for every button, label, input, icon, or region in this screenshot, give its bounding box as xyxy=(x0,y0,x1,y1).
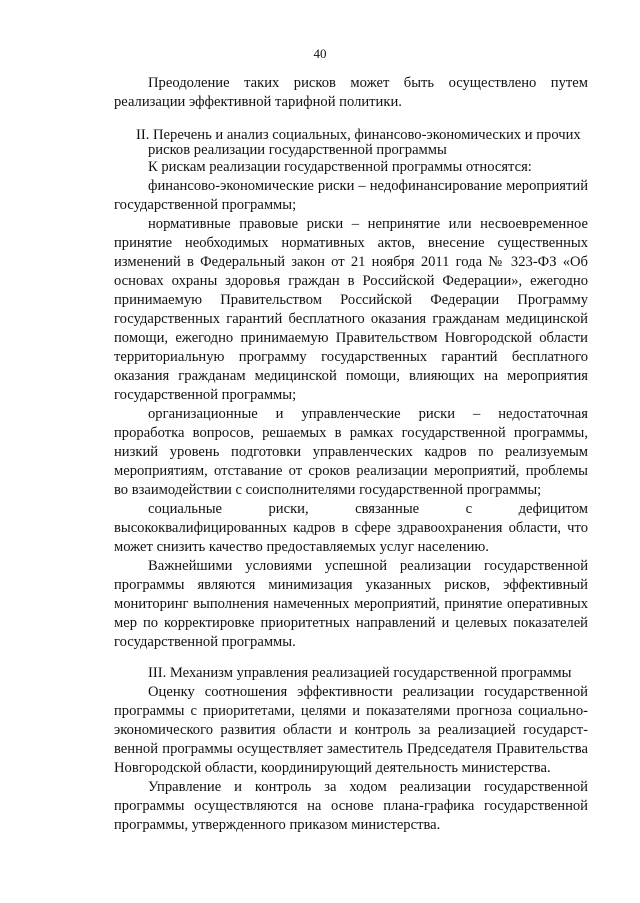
section-2-heading-line2: рисков реализации государственной программы xyxy=(148,142,447,158)
paragraph-risks-intro: К рискам реализации государственной программы относятся: xyxy=(148,159,532,175)
page-content xyxy=(114,74,588,835)
section-2-heading xyxy=(114,128,588,158)
spacer xyxy=(114,652,588,664)
paragraph-social-risks: социальные риски, связанные с дефицитом высококвалифицированных кадров в сфере здравоохранения области, что может снизить качество предоставляемых услуг населению. xyxy=(114,501,588,555)
paragraph-success-conditions: Важнейшими условиями успешной реализации государственной программы являются минимизация указанных рисков, эффективный мониторинг выполнения намеченных мероприятий, принятие оперативных мер по корректировке приоритетных направлений и целевых показателей государственной программы. xyxy=(114,558,588,650)
paragraph-management-control: Управление и контроль за ходом реализации государственной программы осуществляются на основе плана-графика государственной программы, утвержденного приказом министерства. xyxy=(114,779,588,833)
paragraph-financial-risks: финансово-экономические риски – недофинансирование мероприятий государственной программы; xyxy=(114,178,588,213)
paragraph-legal-risks: нормативные правовые риски – непринятие или несвоевременное принятие необходимых нормативных актов, внесение существенных изменений в Федеральный закон от 21 ноября 2011 года № 323-ФЗ «Об основах охраны здоровья граждан в Российской Федерации», ежегодно принимаемую Правительством Российской Федерации Программу государственных гарантий бесплатного оказания гражданам медицинской помощи, ежегодно принимаемую Правительством Новгородской области территориальную программу государственных гарантий бесплатного оказания гражданам медицинской помощи, влияющих на мероприятия государственной программы; xyxy=(114,216,588,403)
page-number: 40 xyxy=(313,46,327,61)
spacer xyxy=(114,112,588,128)
paragraph-tariff-policy: Преодоление таких рисков может быть осуществлено путем реализации эффективной тарифной политики. xyxy=(114,75,588,110)
section-3-heading: III. Механизм управления реализацией государственной программы xyxy=(148,665,572,681)
paragraph-efficiency-evaluation: Оценку соотношения эффективности реализации государственной программы с приоритетами, целями и показателями прогноза социально-экономического развития области и контроль за реализацией государст-венной программы осуществляет заместитель Председателя Правительства Новгородской области, координирующий деятельность министерства. xyxy=(114,684,588,776)
paragraph-organizational-risks: организационные и управленческие риски – недостаточная проработка вопросов, решаемых в рамках государственной программы, низкий уровень подготовки управленческих кадров по реализуемым мероприятиям, отставание от сроков реализации мероприятий, проблемы во взаимодействии с соисполнителями государственной программы; xyxy=(114,406,588,498)
section-2-heading-line1: II. Перечень и анализ социальных, финансово-экономических и прочих xyxy=(136,127,581,143)
